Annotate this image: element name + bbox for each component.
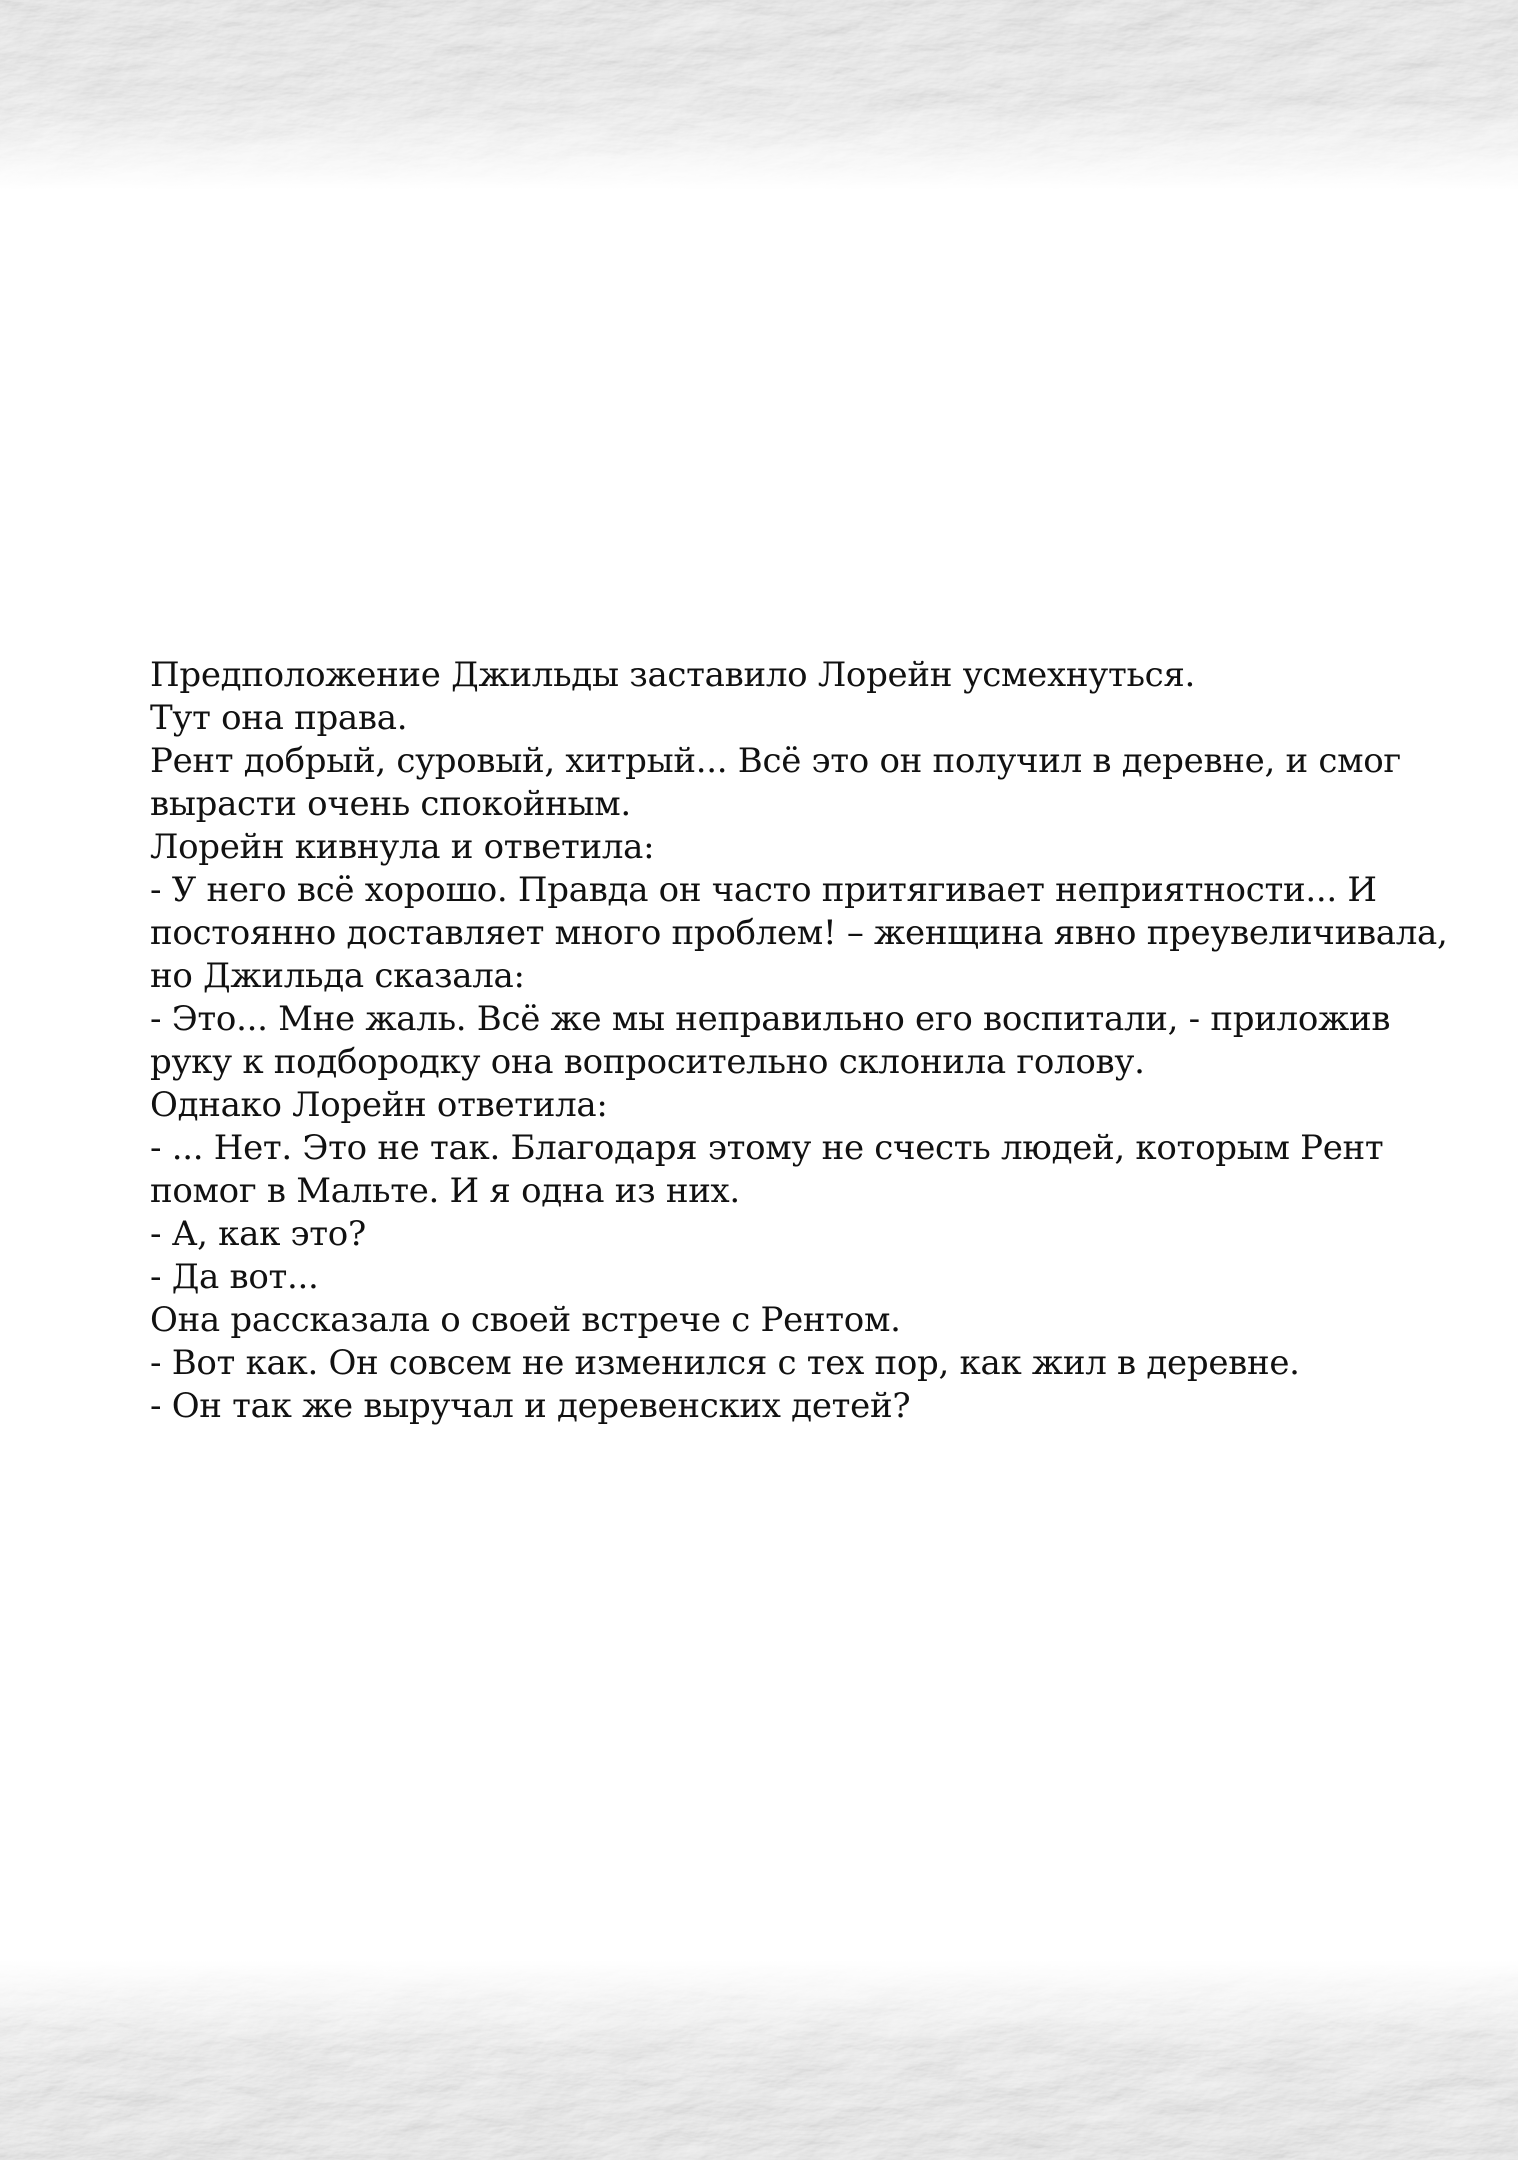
text-line: - Это... Мне жаль. Всё же мы неправильно его воспитали, - приложив (150, 999, 1391, 1039)
text-line: Лорейн кивнула и ответила: (150, 827, 655, 867)
text-line: постоянно доставляет много проблем! – женщина явно преувеличивала, (150, 913, 1448, 953)
text-line: - Вот как. Он совсем не изменился с тех пор, как жил в деревне. (150, 1343, 1300, 1383)
top-marble-border (0, 0, 1518, 190)
text-line: Рент добрый, суровый, хитрый... Всё это он получил в деревне, и смог (150, 741, 1401, 781)
text-line: руку к подбородку она вопросительно склонила голову. (150, 1042, 1145, 1082)
text-line: - ... Нет. Это не так. Благодаря этому не счесть людей, которым Рент (150, 1128, 1384, 1168)
text-line: - Да вот... (150, 1257, 319, 1297)
text-line: Однако Лорейн ответила: (150, 1085, 608, 1125)
text-line: помог в Мальте. И я одна из них. (150, 1171, 740, 1211)
text-line: Предположение Джильды заставило Лорейн усмехнуться. (150, 655, 1196, 695)
text-line: но Джильда сказала: (150, 956, 525, 996)
bottom-marble-border (0, 1960, 1518, 2160)
story-text (150, 654, 1448, 1428)
text-line: - У него всё хорошо. Правда он часто притягивает неприятности... И (150, 870, 1377, 910)
text-line: вырасти очень спокойным. (150, 784, 631, 824)
text-line: - Он так же выручал и деревенских детей? (150, 1386, 911, 1426)
text-line: Она рассказала о своей встрече с Рентом. (150, 1300, 901, 1340)
text-line: Тут она права. (150, 698, 408, 738)
text-line: - А, как это? (150, 1214, 366, 1254)
